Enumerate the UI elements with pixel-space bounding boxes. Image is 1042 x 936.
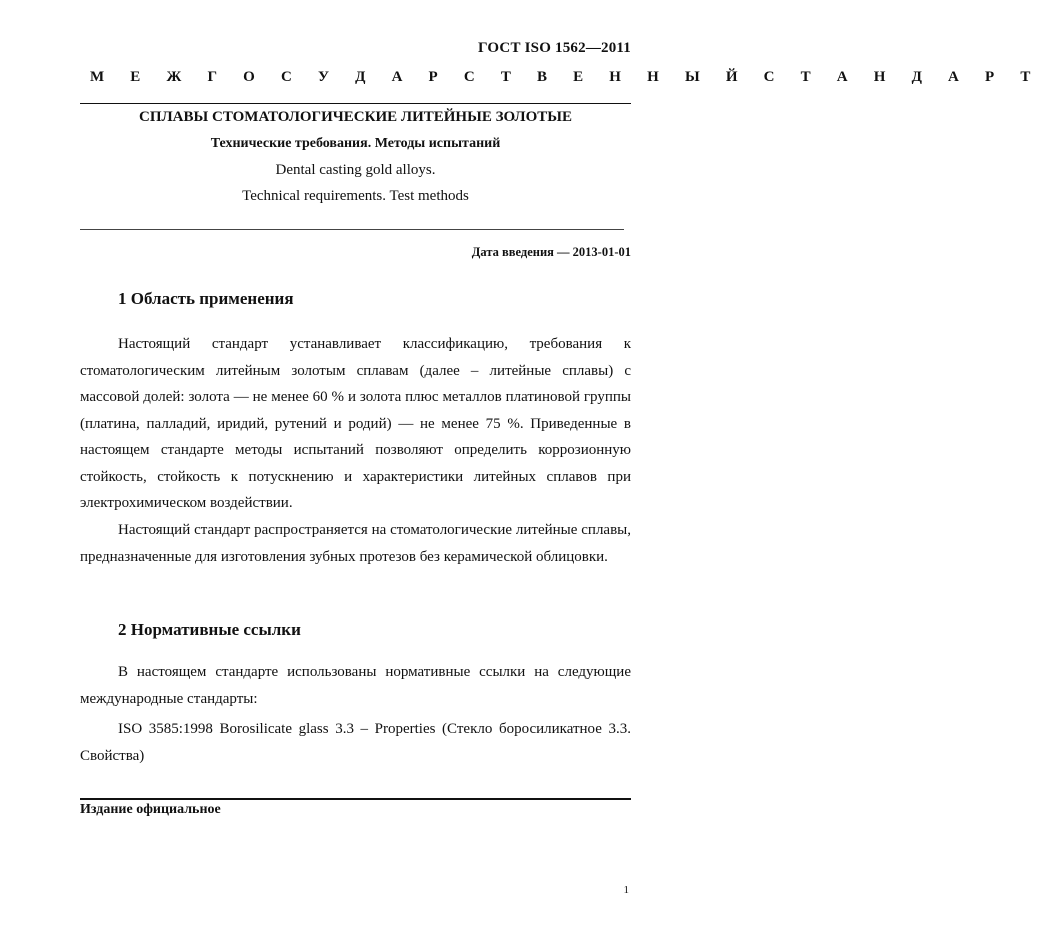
section-heading-references: 2 Нормативные ссылки	[118, 620, 301, 639]
page-number: 1	[623, 884, 629, 896]
section-2-reference-iso-3585: ISO 3585:1998 Borosilicate glass 3.3 – Properties (Стекло боросиликатное 3.3. Свойства)	[80, 721, 631, 764]
footer-rule	[80, 798, 631, 800]
introduction-date-label: Дата введения —	[471, 245, 570, 259]
section-heading-scope: 1 Область применения	[118, 289, 294, 308]
title-rule	[80, 229, 624, 230]
interstate-standard-label: М Е Ж Г О С У Д А Р С Т В Е Н Н Ы Й С Т А Н Д А Р Т	[90, 69, 1042, 85]
document-title: СПЛАВЫ СТОМАТОЛОГИЧЕСКИЕ ЛИТЕЙНЫЕ ЗОЛОТЫЕ	[139, 109, 572, 125]
english-title-line-2: Technical requirements. Test methods	[242, 188, 469, 204]
header-rule	[80, 103, 631, 104]
section-1-paragraph-2: Настоящий стандарт распространяется на стоматологические литейные сплавы, предназначенные для изготовления зубных протезов без керамической облицовки.	[80, 522, 631, 565]
introduction-date	[472, 245, 631, 260]
section-1-paragraph-1: Настоящий стандарт устанавливает классификацию, требования к стоматологическим литейным золотым сплавам (далее – литейные сплавы) с массовой долей: золота — не менее 60 % и золота плюс металлов платиновой группы (платина, палладий, иридий, рутений и родий) — не менее 75 %. Приведенные в настоящем стандарте методы испытаний позволяют определить коррозионную стойкость, стойкость к потускнению и характеристики литейных сплавов при электрохимическом воздействии.	[80, 336, 631, 511]
section-2-paragraph-1: В настоящем стандарте использованы нормативные ссылки на следующие международные стандарты:	[80, 664, 631, 707]
introduction-date-value: 2013-01-01	[572, 245, 631, 259]
english-title-line-1: Dental casting gold alloys.	[275, 162, 436, 178]
title-block	[80, 108, 631, 205]
document-subtitle: Технические требования. Методы испытаний	[210, 136, 501, 151]
document-id: ГОСТ ISO 1562—2011	[478, 40, 631, 56]
official-edition-label: Издание официальное	[80, 802, 221, 817]
